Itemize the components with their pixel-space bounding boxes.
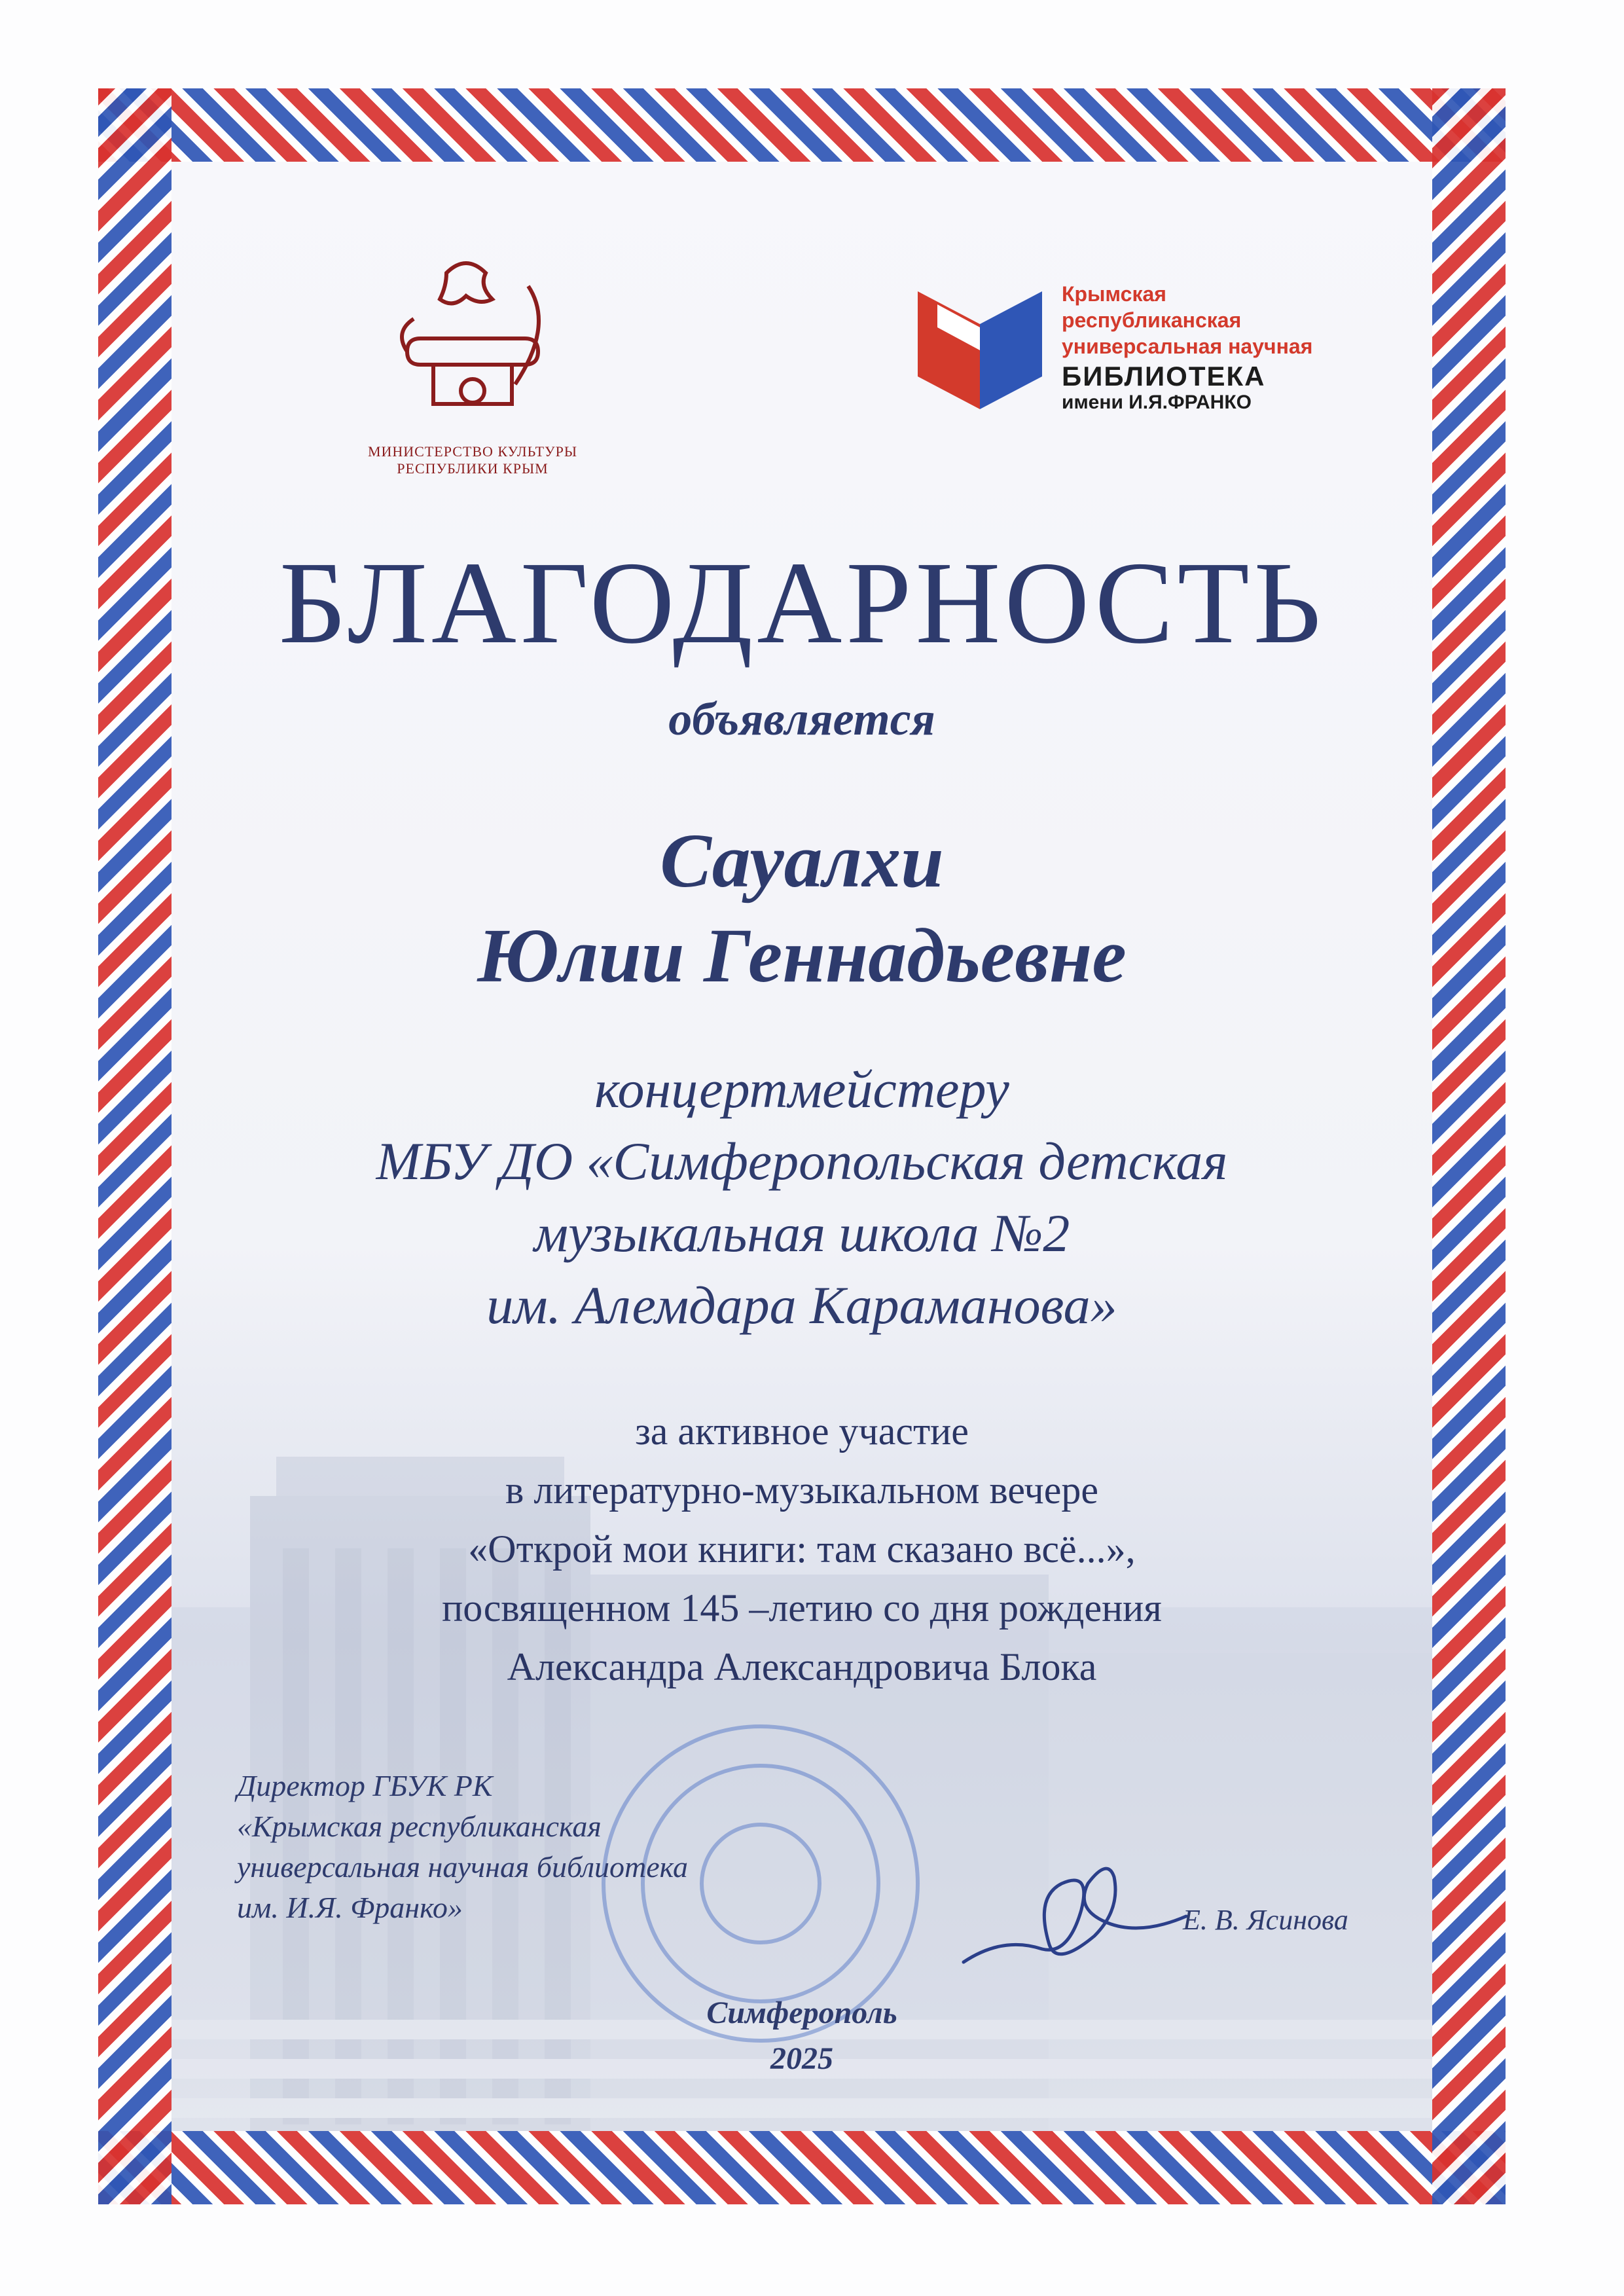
library-name-block: [1062, 281, 1337, 416]
position-line: МБУ ДО «Симферопольская детская: [376, 1131, 1228, 1191]
signer-line: Директор ГБУК РК: [237, 1769, 493, 1802]
issue-city: Симферополь: [706, 1995, 897, 2030]
ministry-caption: [348, 443, 597, 477]
signer-line: им. И.Я. Франко»: [237, 1891, 463, 1924]
reason-line: за активное участие: [635, 1410, 969, 1453]
signer-title: [237, 1766, 826, 1928]
announced-text: объявляется: [668, 693, 935, 745]
issue-year: 2025: [770, 2041, 833, 2076]
position-line: им. Алемдара Караманова»: [486, 1275, 1117, 1335]
recipient-given-names: Юлии Геннадьевне: [477, 913, 1127, 998]
reason-line: в литературно-музыкальном вечере: [505, 1468, 1098, 1512]
library-name-line2: универсальная научная: [1062, 335, 1313, 358]
library-name-line4: имени И.Я.ФРАНКО: [1062, 392, 1252, 413]
signer-name: Е. В. Ясинова: [1183, 1904, 1348, 1936]
frame-right-border: [1432, 88, 1506, 2204]
ministry-caption-line2: РЕСПУБЛИКИ КРЫМ: [397, 460, 549, 477]
recipient-surname: Сауалхи: [660, 818, 944, 903]
certificate-heading: БЛАГОДАРНОСТЬ: [279, 538, 1325, 668]
position-line: концертмейстеру: [594, 1059, 1009, 1119]
ministry-emblem-logo: [374, 247, 571, 443]
reason-line: посвященном 145 –летию со дня рождения: [442, 1586, 1162, 1630]
library-name-line1: Крымская республиканская: [1062, 282, 1242, 332]
library-book-logo: [918, 278, 1042, 409]
reason-line: Александра Александровича Блока: [507, 1645, 1097, 1688]
library-name-line3: БИБЛИОТЕКА: [1062, 361, 1266, 392]
certificate-sheet: [171, 162, 1432, 2131]
ministry-caption-line1: МИНИСТЕРСТВО КУЛЬТУРЫ: [367, 443, 578, 460]
position-line: музыкальная школа №2: [533, 1203, 1070, 1263]
reason-line: «Открой мои книги: там сказано всё...»,: [468, 1527, 1136, 1571]
frame-top-border: [98, 88, 1506, 162]
signer-line: универсальная научная библиотека: [237, 1850, 689, 1884]
frame-left-border: [98, 88, 171, 2204]
handwritten-signature: [957, 1812, 1238, 1982]
frame-bottom-border: [98, 2131, 1506, 2204]
signer-line: «Крымская республиканская: [237, 1810, 602, 1843]
